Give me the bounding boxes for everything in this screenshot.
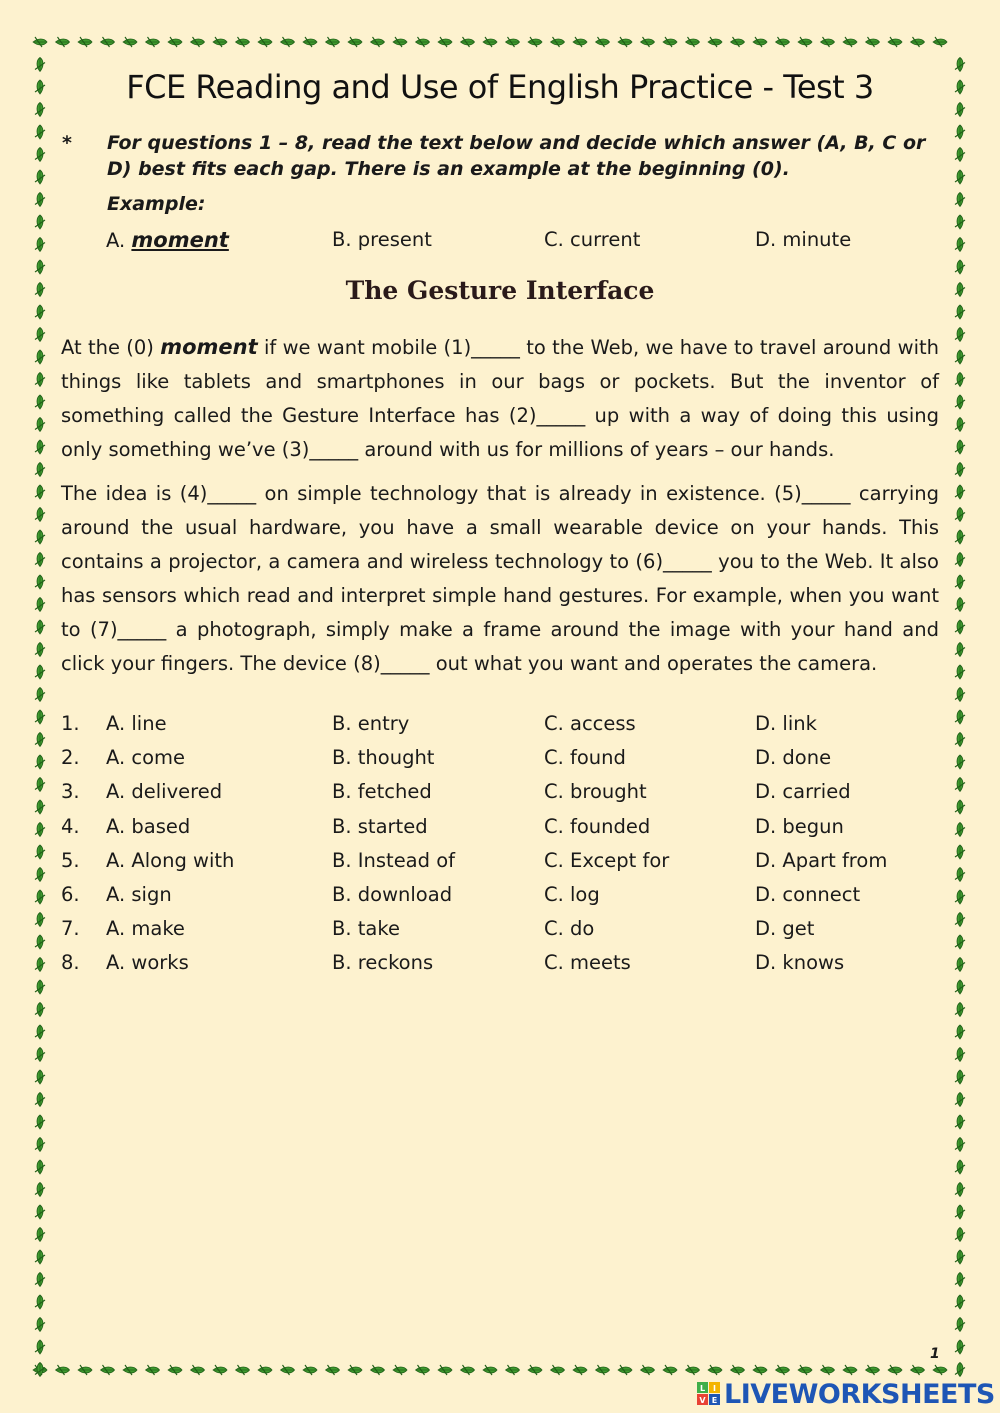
border-leaf-icon: [821, 37, 835, 47]
option-d: D. Apart from: [755, 849, 888, 872]
border-leaf-icon: [258, 1365, 272, 1375]
example-option-d: D. minute: [755, 228, 852, 251]
border-leaf-icon: [35, 1115, 45, 1129]
border-leaf-icon: [101, 37, 115, 47]
logo-mark-letter: E: [711, 1396, 718, 1405]
border-leaf-icon: [35, 1340, 45, 1354]
border-leaf-icon: [348, 1365, 362, 1375]
example-options: [0, 228, 1000, 258]
border-leaf-icon: [955, 1273, 965, 1287]
logo-mark-letter: L: [699, 1384, 706, 1393]
example-option-a: [106, 228, 229, 252]
border-leaf-icon: [438, 37, 452, 47]
border-leaf-icon: [955, 463, 965, 477]
border-leaf-icon: [955, 575, 965, 589]
example-label: Example:: [107, 193, 206, 215]
border-leaf-icon: [35, 463, 45, 477]
option-c: C. meets: [544, 951, 631, 974]
border-leaf-icon: [35, 215, 45, 229]
border-leaf-icon: [461, 37, 475, 47]
border-leaf-icon: [955, 1183, 965, 1197]
border-leaf-icon: [35, 193, 45, 207]
border-leaf-icon: [955, 1160, 965, 1174]
border-leaf-icon: [326, 37, 340, 47]
border-leaf-icon: [281, 37, 295, 47]
border-leaf-icon: [528, 1365, 542, 1375]
instruction-text: For questions 1 – 8, read the text below and decide which answer (A, B, C or D) best fits each gap. There is an example at the beginning (0).: [107, 132, 926, 180]
border-leaf-icon: [596, 1365, 610, 1375]
border-leaf-icon: [146, 1365, 160, 1375]
border-leaf-icon: [955, 1048, 965, 1062]
border-leaf-icon: [371, 1365, 385, 1375]
border-leaf-icon: [955, 193, 965, 207]
border-leaf-icon: [35, 643, 45, 657]
option-a: A. delivered: [106, 780, 223, 803]
option-b: B. fetched: [332, 780, 432, 803]
border-leaf-icon: [303, 37, 317, 47]
border-leaf-icon: [35, 1295, 45, 1309]
border-leaf-icon: [955, 1138, 965, 1152]
option-c: C. access: [544, 712, 636, 735]
option-d: D. done: [755, 746, 832, 769]
border-leaf-icon: [35, 305, 45, 319]
option-b: B. Instead of: [332, 849, 456, 872]
border-leaf-icon: [955, 643, 965, 657]
option-c: C. brought: [544, 780, 647, 803]
border-leaf-icon: [955, 1070, 965, 1084]
border-leaf-icon: [955, 170, 965, 184]
option-c: C. founded: [544, 815, 651, 838]
border-leaf-icon: [955, 485, 965, 499]
border-leaf-icon: [35, 1003, 45, 1017]
border-leaf-icon: [35, 665, 45, 679]
option-a: A. make: [106, 917, 185, 940]
example-option-b: B. present: [332, 228, 432, 251]
border-leaf-icon: [663, 1365, 677, 1375]
border-leaf-icon: [955, 373, 965, 387]
border-leaf-icon: [123, 1365, 137, 1375]
border-leaf-icon: [641, 1365, 655, 1375]
border-leaf-icon: [955, 1003, 965, 1017]
border-leaf-icon: [955, 1295, 965, 1309]
example-option-c: C. current: [544, 228, 641, 251]
border-leaf-icon: [35, 1025, 45, 1039]
border-leaf-icon: [708, 37, 722, 47]
question-row: [0, 883, 1000, 913]
border-leaf-icon: [551, 1365, 565, 1375]
border-leaf-icon: [731, 37, 745, 47]
border-leaf-icon: [35, 980, 45, 994]
border-leaf-icon: [528, 37, 542, 47]
question-number: 8.: [61, 951, 80, 974]
border-leaf-icon: [393, 37, 407, 47]
border-leaf-icon: [641, 37, 655, 47]
border-leaf-icon: [551, 37, 565, 47]
border-leaf-icon: [955, 508, 965, 522]
border-leaf-icon: [35, 1228, 45, 1242]
question-number: 2.: [61, 746, 80, 769]
border-leaf-icon: [168, 1365, 182, 1375]
instructions: [62, 130, 942, 182]
border-leaf-icon: [35, 125, 45, 139]
option-b: B. take: [332, 917, 400, 940]
question-number: 5.: [61, 849, 80, 872]
border-leaf-icon: [955, 1115, 965, 1129]
liveworksheets-logo-icon: [696, 1380, 722, 1408]
border-leaf-icon: [955, 125, 965, 139]
option-c: C. Except for: [544, 849, 670, 872]
border-leaf-icon: [35, 1138, 45, 1152]
border-leaf-icon: [326, 1365, 340, 1375]
option-c: C. do: [544, 917, 595, 940]
border-leaf-icon: [506, 37, 520, 47]
border-leaf-icon: [35, 440, 45, 454]
border-leaf-icon: [731, 1365, 745, 1375]
option-b: B. entry: [332, 712, 410, 735]
border-leaf-icon: [191, 1365, 205, 1375]
border-leaf-icon: [35, 508, 45, 522]
question-number: 7.: [61, 917, 80, 940]
border-leaf-icon: [213, 1365, 227, 1375]
border-leaf-icon: [393, 1365, 407, 1375]
border-leaf-icon: [955, 418, 965, 432]
border-leaf-icon: [348, 37, 362, 47]
border-leaf-icon: [708, 1365, 722, 1375]
border-leaf-icon: [33, 37, 47, 47]
border-leaf-icon: [35, 395, 45, 409]
border-leaf-icon: [955, 620, 965, 634]
border-leaf-icon: [281, 1365, 295, 1375]
border-leaf-icon: [35, 1048, 45, 1062]
question-row: [0, 849, 1000, 879]
paragraph-1: [61, 330, 939, 467]
question-number: 3.: [61, 780, 80, 803]
border-leaf-icon: [866, 37, 880, 47]
border-leaf-icon: [35, 1318, 45, 1332]
border-leaf-icon: [888, 1365, 902, 1375]
border-leaf-icon: [35, 170, 45, 184]
border-leaf-icon: [573, 1365, 587, 1375]
border-leaf-icon: [955, 688, 965, 702]
border-leaf-icon: [686, 1365, 700, 1375]
border-leaf-icon: [955, 980, 965, 994]
border-leaf-icon: [955, 530, 965, 544]
option-b: B. download: [332, 883, 453, 906]
border-leaf-icon: [168, 37, 182, 47]
border-leaf-icon: [35, 485, 45, 499]
border-leaf-icon: [753, 1365, 767, 1375]
border-leaf-icon: [955, 148, 965, 162]
border-leaf-icon: [35, 620, 45, 634]
border-leaf-icon: [236, 1365, 250, 1375]
border-leaf-icon: [843, 37, 857, 47]
border-leaf-icon: [35, 1250, 45, 1264]
option-b: B. started: [332, 815, 428, 838]
instruction-marker: *: [62, 132, 72, 154]
page-title: FCE Reading and Use of English Practice - Test 3: [126, 68, 874, 106]
border-leaf-icon: [955, 1340, 965, 1354]
border-leaf-icon: [866, 1365, 880, 1375]
border-leaf-icon: [955, 1205, 965, 1219]
border-leaf-icon: [911, 37, 925, 47]
example-answer-word: moment: [131, 228, 229, 252]
border-leaf-icon: [236, 37, 250, 47]
border-leaf-icon: [35, 553, 45, 567]
border-leaf-icon: [35, 148, 45, 162]
paragraph-1-example-word: moment: [160, 335, 258, 359]
question-row: [0, 917, 1000, 947]
option-a: A. come: [106, 746, 186, 769]
question-row: [0, 815, 1000, 845]
paragraph-1-rest: if we want mobile (1)_____ to the Web, we have to travel around with things like tablets and smartphones in our bags or pockets. But the inventor of something called the Gesture Interface has (2)_____ up with a way of doing this using only something we’ve (3)_____ around with us for millions of years – our hands.: [61, 336, 939, 461]
liveworksheets-logo-text: LIVEWORKSHEETS: [724, 1378, 995, 1410]
example-option-a-prefix: A.: [106, 229, 132, 252]
border-leaf-icon: [955, 1093, 965, 1107]
border-leaf-icon: [35, 688, 45, 702]
border-leaf-icon: [416, 37, 430, 47]
border-leaf-icon: [191, 37, 205, 47]
border-leaf-icon: [776, 37, 790, 47]
border-leaf-icon: [258, 37, 272, 47]
option-a: A. works: [106, 951, 189, 974]
border-leaf-icon: [371, 37, 385, 47]
border-leaf-icon: [955, 1363, 965, 1377]
option-c: C. log: [544, 883, 600, 906]
paragraph-1-start: At the (0): [61, 336, 161, 359]
option-d: D. connect: [755, 883, 861, 906]
option-d: D. knows: [755, 951, 845, 974]
option-d: D. carried: [755, 780, 851, 803]
border-leaf-icon: [955, 1318, 965, 1332]
option-a: A. based: [106, 815, 191, 838]
paragraph-2: The idea is (4)_____ on simple technology that is already in existence. (5)_____ carrying around the usual hardware, you have a small wearable device on your hands. This contains a projector, a camera and wireless technology to (6)_____ you to the Web. It also has sensors which read and interpret simple hand gestures. For example, when you want to (7)_____ a photograph, simply make a frame around the image with your hand and click your fingers. The device (8)_____ out what you want and operates the camera.: [61, 482, 939, 675]
border-leaf-icon: [955, 1250, 965, 1264]
border-leaf-icon: [78, 1365, 92, 1375]
question-row: [0, 780, 1000, 810]
question-row: [0, 712, 1000, 742]
border-leaf-icon: [35, 1183, 45, 1197]
option-a: A. line: [106, 712, 167, 735]
border-leaf-icon: [955, 1025, 965, 1039]
border-leaf-icon: [416, 1365, 430, 1375]
border-leaf-icon: [596, 37, 610, 47]
border-leaf-icon: [955, 328, 965, 342]
border-leaf-icon: [35, 1093, 45, 1107]
border-leaf-icon: [911, 1365, 925, 1375]
border-leaf-icon: [798, 1365, 812, 1375]
border-leaf-icon: [123, 37, 137, 47]
question-number: 4.: [61, 815, 80, 838]
border-leaf-icon: [618, 37, 632, 47]
option-a: A. Along with: [106, 849, 235, 872]
border-leaf-icon: [35, 1070, 45, 1084]
border-leaf-icon: [146, 37, 160, 47]
border-leaf-icon: [483, 1365, 497, 1375]
border-leaf-icon: [461, 1365, 475, 1375]
border-leaf-icon: [303, 1365, 317, 1375]
border-leaf-icon: [35, 530, 45, 544]
question-row: [0, 951, 1000, 981]
border-leaf-icon: [933, 37, 947, 47]
logo-mark-letter: I: [713, 1384, 716, 1393]
option-d: D. begun: [755, 815, 844, 838]
border-leaf-icon: [776, 1365, 790, 1375]
border-leaf-icon: [35, 598, 45, 612]
border-leaf-icon: [35, 1273, 45, 1287]
option-c: C. found: [544, 746, 626, 769]
text-title: The Gesture Interface: [345, 276, 655, 305]
border-leaf-icon: [955, 260, 965, 274]
border-leaf-icon: [753, 37, 767, 47]
option-d: D. link: [755, 712, 817, 735]
question-row: [0, 746, 1000, 776]
border-leaf-icon: [933, 1365, 947, 1375]
border-leaf-icon: [506, 1365, 520, 1375]
border-leaf-icon: [955, 553, 965, 567]
border-leaf-icon: [101, 1365, 115, 1375]
border-leaf-icon: [35, 373, 45, 387]
border-leaf-icon: [35, 350, 45, 364]
option-d: D. get: [755, 917, 815, 940]
border-leaf-icon: [35, 1160, 45, 1174]
border-leaf-icon: [213, 37, 227, 47]
border-leaf-icon: [686, 37, 700, 47]
border-leaf-icon: [35, 260, 45, 274]
question-number: 1.: [61, 712, 80, 735]
border-leaf-icon: [35, 575, 45, 589]
option-b: B. thought: [332, 746, 435, 769]
border-leaf-icon: [798, 37, 812, 47]
border-leaf-icon: [955, 440, 965, 454]
border-leaf-icon: [35, 1205, 45, 1219]
border-leaf-icon: [573, 37, 587, 47]
border-leaf-icon: [955, 665, 965, 679]
border-leaf-icon: [618, 1365, 632, 1375]
liveworksheets-logo[interactable]: [696, 1376, 996, 1412]
border-leaf-icon: [35, 328, 45, 342]
border-leaf-icon: [955, 598, 965, 612]
border-leaf-icon: [843, 1365, 857, 1375]
border-leaf-icon: [888, 37, 902, 47]
page-number: 1: [930, 1346, 940, 1362]
border-leaf-icon: [955, 395, 965, 409]
border-leaf-icon: [78, 37, 92, 47]
border-leaf-icon: [955, 1228, 965, 1242]
border-leaf-icon: [35, 418, 45, 432]
question-number: 6.: [61, 883, 80, 906]
border-leaf-icon: [56, 1365, 70, 1375]
option-b: B. reckons: [332, 951, 434, 974]
logo-mark-letter: V: [699, 1396, 706, 1405]
border-leaf-icon: [955, 215, 965, 229]
border-leaf-icon: [955, 305, 965, 319]
option-a: A. sign: [106, 883, 172, 906]
border-leaf-icon: [438, 1365, 452, 1375]
border-leaf-icon: [663, 37, 677, 47]
border-leaf-icon: [56, 37, 70, 47]
border-leaf-icon: [821, 1365, 835, 1375]
border-leaf-icon: [955, 350, 965, 364]
border-leaf-icon: [483, 37, 497, 47]
